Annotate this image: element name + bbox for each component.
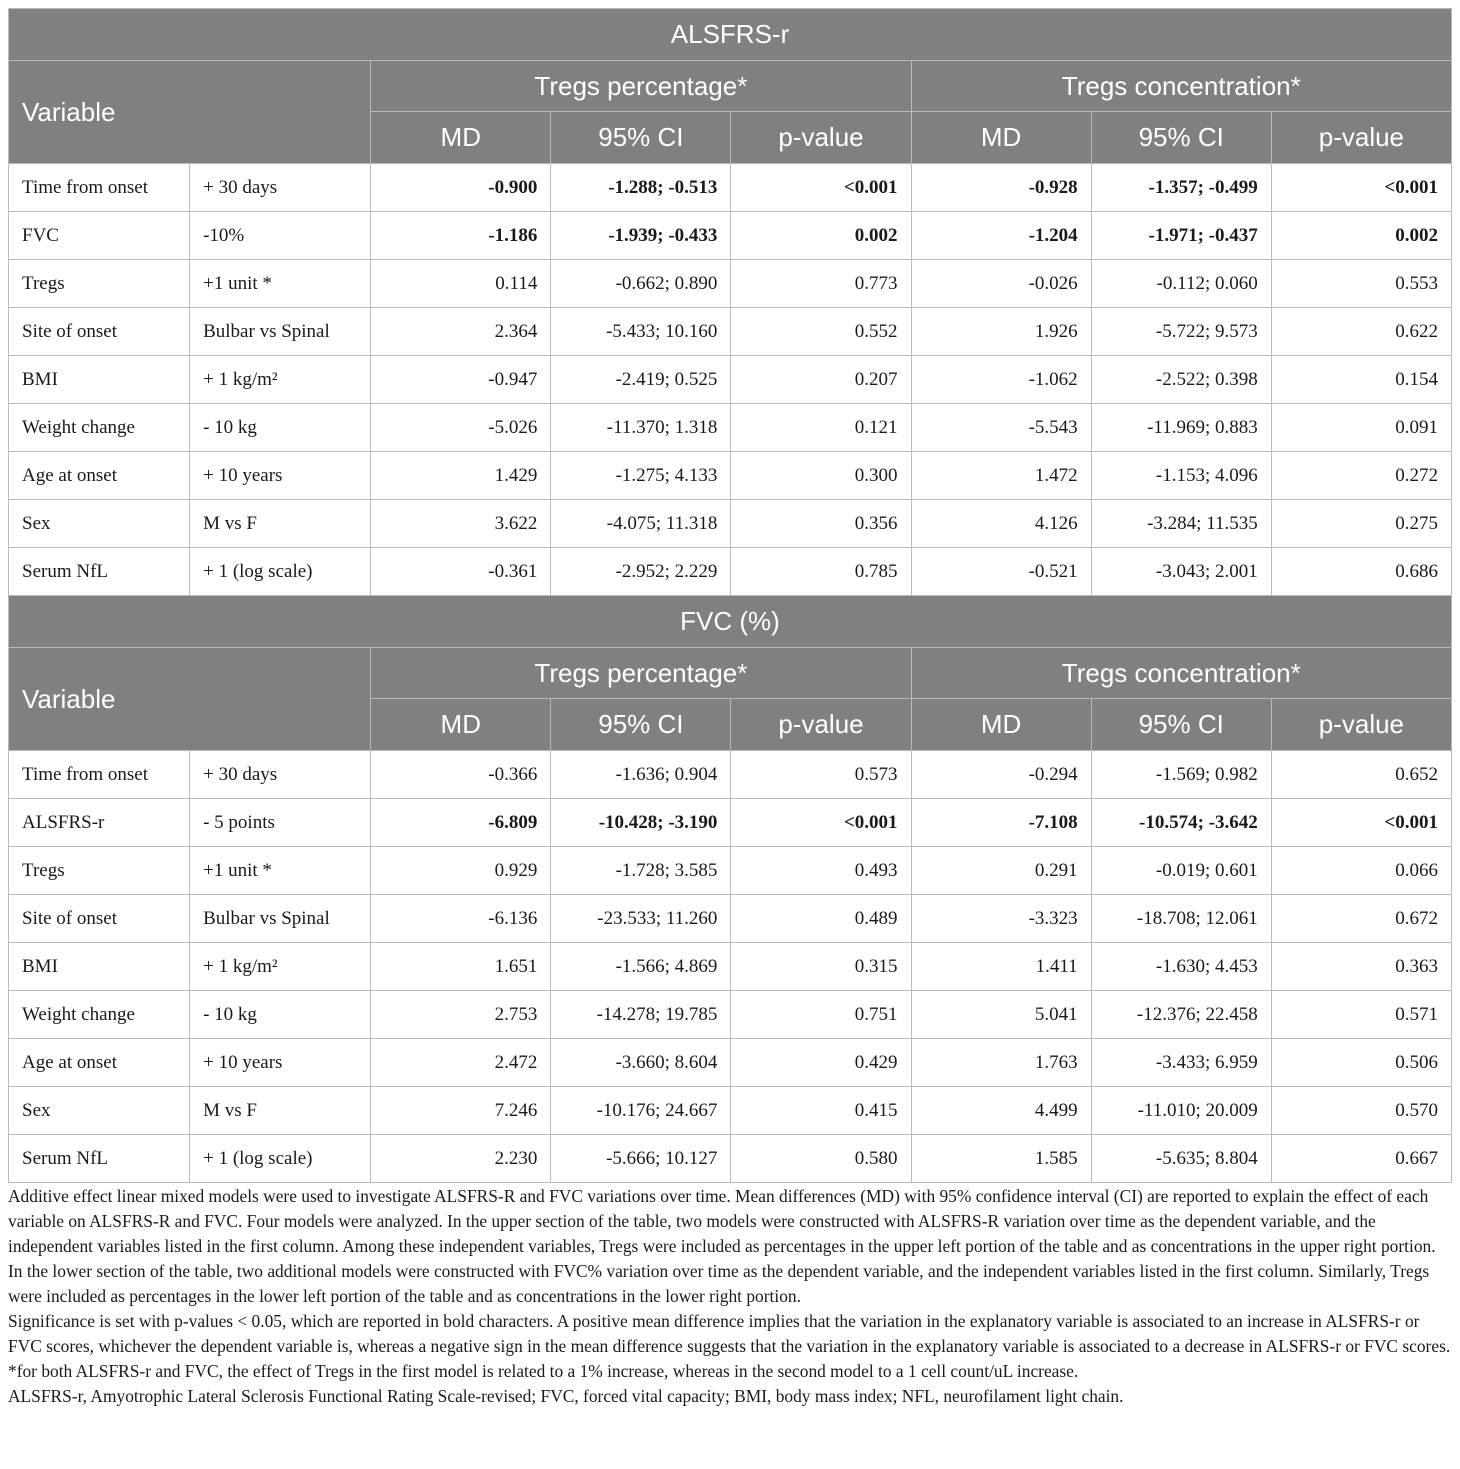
variable-cell: Age at onset [9, 452, 190, 500]
unit-cell: + 30 days [190, 164, 371, 212]
md-cell: 4.126 [911, 500, 1091, 548]
pvalue-cell: <0.001 [1271, 164, 1451, 212]
ci-cell: -1.566; 4.869 [551, 943, 731, 991]
ci-cell: -3.660; 8.604 [551, 1039, 731, 1087]
md-cell: 1.585 [911, 1135, 1091, 1183]
subheader-md: MD [911, 112, 1091, 164]
group-header-concentration: Tregs concentration* [911, 648, 1451, 699]
pvalue-cell: 0.652 [1271, 751, 1451, 799]
ci-cell: -23.533; 11.260 [551, 895, 731, 943]
pvalue-cell: 0.751 [731, 991, 911, 1039]
ci-cell: -1.275; 4.133 [551, 452, 731, 500]
pvalue-cell: 0.066 [1271, 847, 1451, 895]
ci-cell: -1.939; -0.433 [551, 212, 731, 260]
pvalue-cell: 0.489 [731, 895, 911, 943]
pvalue-cell: 0.622 [1271, 308, 1451, 356]
variable-header: Variable [9, 648, 371, 751]
section-title: FVC (%) [9, 596, 1452, 648]
ci-cell: -5.666; 10.127 [551, 1135, 731, 1183]
variable-cell: BMI [9, 943, 190, 991]
ci-cell: -2.419; 0.525 [551, 356, 731, 404]
subheader-md: MD [371, 699, 551, 751]
md-cell: 1.763 [911, 1039, 1091, 1087]
table-row [9, 1135, 1452, 1183]
variable-cell: Serum NfL [9, 1135, 190, 1183]
ci-cell: -0.662; 0.890 [551, 260, 731, 308]
footnote: *for both ALSFRS-r and FVC, the effect of Tregs in the first model is related to a 1% increase, whereas in the second model to a 1 cell count/uL increase. [8, 1361, 1079, 1381]
unit-cell: +1 unit * [190, 260, 371, 308]
table-row [9, 548, 1452, 596]
variable-cell: Time from onset [9, 751, 190, 799]
unit-cell: + 1 (log scale) [190, 1135, 371, 1183]
unit-cell: - 5 points [190, 799, 371, 847]
pvalue-cell: 0.272 [1271, 452, 1451, 500]
unit-cell: + 10 years [190, 1039, 371, 1087]
md-cell: 2.364 [371, 308, 551, 356]
ci-cell: -10.428; -3.190 [551, 799, 731, 847]
pvalue-cell: 0.773 [731, 260, 911, 308]
unit-cell: Bulbar vs Spinal [190, 895, 371, 943]
md-cell: -1.062 [911, 356, 1091, 404]
table-row [9, 991, 1452, 1039]
variable-cell: Tregs [9, 260, 190, 308]
pvalue-cell: 0.275 [1271, 500, 1451, 548]
table-row [9, 751, 1452, 799]
table-row [9, 260, 1452, 308]
subheader-ci: 95% CI [551, 699, 731, 751]
variable-header: Variable [9, 61, 371, 164]
ci-cell: -11.969; 0.883 [1091, 404, 1271, 452]
footnote: In the lower section of the table, two additional models were constructed with FVC% variation over time as the dependent variable, and the independent variables listed in the first column. Similarly, Tregs were included as percentages in the lower left portion of the table and as concentrations in the lower right portion. [8, 1261, 1430, 1306]
ci-cell: -10.176; 24.667 [551, 1087, 731, 1135]
pvalue-cell: 0.571 [1271, 991, 1451, 1039]
md-cell: -5.026 [371, 404, 551, 452]
md-cell: -5.543 [911, 404, 1091, 452]
table-row [9, 847, 1452, 895]
pvalue-cell: <0.001 [731, 799, 911, 847]
pvalue-cell: 0.002 [1271, 212, 1451, 260]
footnote: Significance is set with p-values < 0.05, which are reported in bold characters. A positive mean difference implies that the variation in the explanatory variable is associated to an increase in ALSFRS-r or FVC scores, whichever the dependent variable is, whereas a negative sign in the mean difference suggests that the variation in the explanatory variable is associated to a decrease in ALSFRS-r or FVC scores. [8, 1311, 1451, 1356]
subheader-pvalue: p-value [731, 699, 911, 751]
md-cell: 1.651 [371, 943, 551, 991]
md-cell: -3.323 [911, 895, 1091, 943]
md-cell: 5.041 [911, 991, 1091, 1039]
ci-cell: -1.728; 3.585 [551, 847, 731, 895]
group-header-percentage: Tregs percentage* [371, 648, 911, 699]
ci-cell: -1.357; -0.499 [1091, 164, 1271, 212]
pvalue-cell: 0.493 [731, 847, 911, 895]
md-cell: -0.361 [371, 548, 551, 596]
md-cell: 1.411 [911, 943, 1091, 991]
pvalue-cell: 0.570 [1271, 1087, 1451, 1135]
pvalue-cell: 0.363 [1271, 943, 1451, 991]
subheader-pvalue: p-value [1271, 112, 1451, 164]
ci-cell: -4.075; 11.318 [551, 500, 731, 548]
subheader-ci: 95% CI [1091, 112, 1271, 164]
md-cell: 1.429 [371, 452, 551, 500]
group-header-percentage: Tregs percentage* [371, 61, 911, 112]
pvalue-cell: 0.002 [731, 212, 911, 260]
pvalue-cell: 0.091 [1271, 404, 1451, 452]
ci-cell: -1.971; -0.437 [1091, 212, 1271, 260]
subheader-pvalue: p-value [1271, 699, 1451, 751]
table-row [9, 895, 1452, 943]
md-cell: 7.246 [371, 1087, 551, 1135]
section-body-fvc [9, 751, 1452, 1183]
variable-cell: BMI [9, 356, 190, 404]
ci-cell: -11.010; 20.009 [1091, 1087, 1271, 1135]
md-cell: 2.230 [371, 1135, 551, 1183]
table-row [9, 404, 1452, 452]
md-cell: -0.294 [911, 751, 1091, 799]
ci-cell: -5.722; 9.573 [1091, 308, 1271, 356]
pvalue-cell: 0.121 [731, 404, 911, 452]
pvalue-cell: 0.154 [1271, 356, 1451, 404]
md-cell: -0.947 [371, 356, 551, 404]
md-cell: 0.929 [371, 847, 551, 895]
table-row [9, 500, 1452, 548]
results-table [8, 8, 1452, 1183]
pvalue-cell: 0.356 [731, 500, 911, 548]
md-cell: 1.926 [911, 308, 1091, 356]
unit-cell: M vs F [190, 1087, 371, 1135]
pvalue-cell: 0.573 [731, 751, 911, 799]
md-cell: -0.521 [911, 548, 1091, 596]
subheader-ci: 95% CI [551, 112, 731, 164]
pvalue-cell: 0.207 [731, 356, 911, 404]
ci-cell: -3.284; 11.535 [1091, 500, 1271, 548]
md-cell: 0.291 [911, 847, 1091, 895]
footnote: Additive effect linear mixed models were used to investigate ALSFRS-R and FVC variations over time. Mean differences (MD) with 95% confidence interval (CI) are reported to explain the effect of each variable on ALSFRS-R and FVC. Four models were analyzed. In the upper section of the table, two models were constructed with ALSFRS-R variation over time as the dependent variable, and the independent variables listed in the first column. Among these independent variables, Tregs were included as percentages in the upper left portion of the table and as concentrations in the upper right portion. [8, 1186, 1436, 1256]
ci-cell: -1.630; 4.453 [1091, 943, 1271, 991]
ci-cell: -12.376; 22.458 [1091, 991, 1271, 1039]
md-cell: -7.108 [911, 799, 1091, 847]
ci-cell: -10.574; -3.642 [1091, 799, 1271, 847]
unit-cell: +1 unit * [190, 847, 371, 895]
variable-cell: Sex [9, 500, 190, 548]
pvalue-cell: 0.300 [731, 452, 911, 500]
ci-cell: -3.043; 2.001 [1091, 548, 1271, 596]
table-row [9, 212, 1452, 260]
ci-cell: -1.569; 0.982 [1091, 751, 1271, 799]
md-cell: 2.472 [371, 1039, 551, 1087]
pvalue-cell: <0.001 [1271, 799, 1451, 847]
table-row [9, 452, 1452, 500]
table-figure [8, 8, 1452, 1409]
pvalue-cell: 0.686 [1271, 548, 1451, 596]
variable-cell: Serum NfL [9, 548, 190, 596]
subheader-md: MD [371, 112, 551, 164]
pvalue-cell: 0.672 [1271, 895, 1451, 943]
unit-cell: + 1 (log scale) [190, 548, 371, 596]
ci-cell: -0.112; 0.060 [1091, 260, 1271, 308]
md-cell: -6.809 [371, 799, 551, 847]
md-cell: 3.622 [371, 500, 551, 548]
variable-cell: Age at onset [9, 1039, 190, 1087]
unit-cell: + 1 kg/m² [190, 356, 371, 404]
unit-cell: M vs F [190, 500, 371, 548]
variable-cell: Tregs [9, 847, 190, 895]
pvalue-cell: 0.667 [1271, 1135, 1451, 1183]
table-row [9, 1087, 1452, 1135]
md-cell: -0.928 [911, 164, 1091, 212]
ci-cell: -0.019; 0.601 [1091, 847, 1271, 895]
md-cell: -1.204 [911, 212, 1091, 260]
pvalue-cell: <0.001 [731, 164, 911, 212]
ci-cell: -2.952; 2.229 [551, 548, 731, 596]
pvalue-cell: 0.553 [1271, 260, 1451, 308]
pvalue-cell: 0.785 [731, 548, 911, 596]
variable-cell: ALSFRS-r [9, 799, 190, 847]
ci-cell: -11.370; 1.318 [551, 404, 731, 452]
section-title: ALSFRS-r [9, 9, 1452, 61]
section-header-fvc [9, 596, 1452, 751]
ci-cell: -1.636; 0.904 [551, 751, 731, 799]
section-header-alsfrs [9, 9, 1452, 164]
pvalue-cell: 0.415 [731, 1087, 911, 1135]
subheader-md: MD [911, 699, 1091, 751]
ci-cell: -1.288; -0.513 [551, 164, 731, 212]
section-body-alsfrs [9, 164, 1452, 596]
group-header-concentration: Tregs concentration* [911, 61, 1451, 112]
unit-cell: - 10 kg [190, 991, 371, 1039]
variable-cell: Weight change [9, 404, 190, 452]
table-row [9, 943, 1452, 991]
pvalue-cell: 0.506 [1271, 1039, 1451, 1087]
variable-cell: Weight change [9, 991, 190, 1039]
md-cell: 0.114 [371, 260, 551, 308]
table-row [9, 356, 1452, 404]
md-cell: -1.186 [371, 212, 551, 260]
ci-cell: -18.708; 12.061 [1091, 895, 1271, 943]
table-footnotes [8, 1184, 1454, 1409]
md-cell: 2.753 [371, 991, 551, 1039]
table-row [9, 164, 1452, 212]
table-row [9, 1039, 1452, 1087]
ci-cell: -3.433; 6.959 [1091, 1039, 1271, 1087]
md-cell: 1.472 [911, 452, 1091, 500]
variable-cell: Site of onset [9, 895, 190, 943]
pvalue-cell: 0.315 [731, 943, 911, 991]
md-cell: -0.026 [911, 260, 1091, 308]
subheader-pvalue: p-value [731, 112, 911, 164]
md-cell: -0.900 [371, 164, 551, 212]
table-row [9, 799, 1452, 847]
ci-cell: -14.278; 19.785 [551, 991, 731, 1039]
variable-cell: FVC [9, 212, 190, 260]
pvalue-cell: 0.580 [731, 1135, 911, 1183]
md-cell: -6.136 [371, 895, 551, 943]
variable-cell: Site of onset [9, 308, 190, 356]
unit-cell: + 30 days [190, 751, 371, 799]
unit-cell: -10% [190, 212, 371, 260]
ci-cell: -5.433; 10.160 [551, 308, 731, 356]
pvalue-cell: 0.429 [731, 1039, 911, 1087]
unit-cell: Bulbar vs Spinal [190, 308, 371, 356]
ci-cell: -2.522; 0.398 [1091, 356, 1271, 404]
variable-cell: Sex [9, 1087, 190, 1135]
table-row [9, 308, 1452, 356]
unit-cell: + 1 kg/m² [190, 943, 371, 991]
unit-cell: - 10 kg [190, 404, 371, 452]
ci-cell: -5.635; 8.804 [1091, 1135, 1271, 1183]
variable-cell: Time from onset [9, 164, 190, 212]
md-cell: 4.499 [911, 1087, 1091, 1135]
ci-cell: -1.153; 4.096 [1091, 452, 1271, 500]
footnote: ALSFRS-r, Amyotrophic Lateral Sclerosis Functional Rating Scale-revised; FVC, forced vital capacity; BMI, body mass index; NFL, neurofilament light chain. [8, 1386, 1124, 1406]
md-cell: -0.366 [371, 751, 551, 799]
pvalue-cell: 0.552 [731, 308, 911, 356]
unit-cell: + 10 years [190, 452, 371, 500]
subheader-ci: 95% CI [1091, 699, 1271, 751]
